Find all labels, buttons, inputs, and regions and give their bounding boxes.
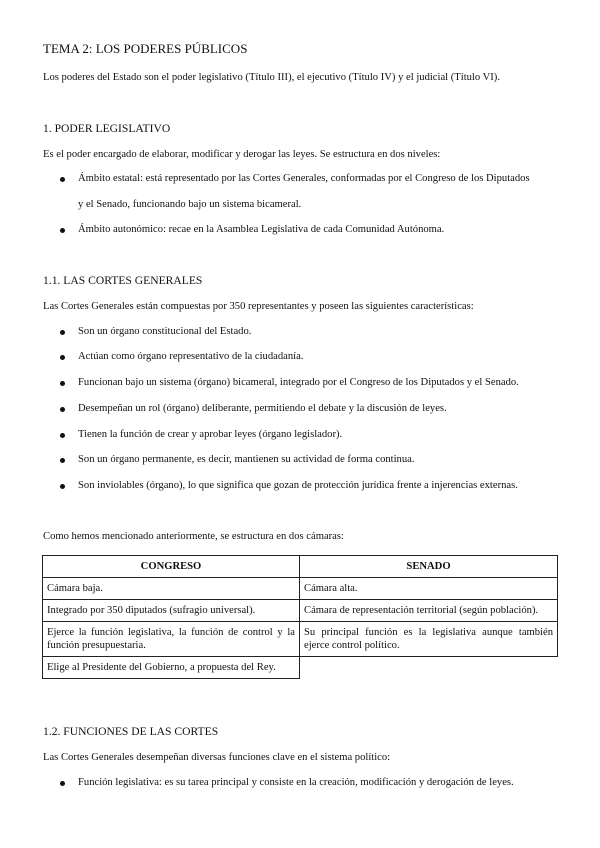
section-heading-cortes: 1.1. LAS CORTES GENERALES xyxy=(43,274,203,287)
bullet-icon xyxy=(60,177,65,182)
bullet-icon xyxy=(60,433,65,438)
bullet-icon xyxy=(60,458,65,463)
list-item: Son un órgano constitucional del Estado. xyxy=(78,326,252,337)
list-item-continuation: y el Senado, funcionando bajo un sistema bicameral. xyxy=(78,199,302,210)
chambers-table xyxy=(42,555,558,679)
table-row xyxy=(43,657,558,679)
table-cell-empty xyxy=(300,657,558,679)
bullet-icon xyxy=(60,781,65,786)
section-heading-funciones: 1.2. FUNCIONES DE LAS CORTES xyxy=(43,725,219,738)
list-item: Son inviolables (órgano), lo que significa que gozan de protección jurídica frente a injerencias externas. xyxy=(78,480,518,491)
table-cell: Cámara baja. xyxy=(43,578,300,600)
table-cell: Cámara de representación territorial (según población). xyxy=(300,600,558,622)
table-row xyxy=(43,622,558,657)
list-item: Son un órgano permanente, es decir, mantienen su actividad de forma continua. xyxy=(78,454,415,465)
section-heading-legislativo: 1. PODER LEGISLATIVO xyxy=(43,122,171,135)
table-cell: Elige al Presidente del Gobierno, a propuesta del Rey. xyxy=(43,657,300,679)
section-paragraph: Es el poder encargado de elaborar, modificar y derogar las leyes. Se estructura en dos niveles: xyxy=(43,149,441,160)
table-intro: Como hemos mencionado anteriormente, se estructura en dos cámaras: xyxy=(43,531,344,542)
table-header-row xyxy=(43,556,558,578)
bullet-icon xyxy=(60,381,65,386)
list-item: Actúan como órgano representativo de la ciudadanía. xyxy=(78,351,304,362)
header-congreso: CONGRESO xyxy=(43,556,300,578)
list-item: Ámbito autonómico: recae en la Asamblea Legislativa de cada Comunidad Autónoma. xyxy=(78,224,445,235)
section-paragraph: Las Cortes Generales están compuestas por 350 representantes y poseen las siguientes características: xyxy=(43,301,474,312)
table-cell: Integrado por 350 diputados (sufragio universal). xyxy=(43,600,300,622)
list-item: Funcionan bajo un sistema (órgano) bicameral, integrado por el Congreso de los Diputados y el Senado. xyxy=(78,377,519,388)
table-cell: Su principal función es la legislativa aunque también ejerce control político. xyxy=(300,622,558,657)
bullet-icon xyxy=(60,355,65,360)
header-senado: SENADO xyxy=(300,556,558,578)
table-cell: Ejerce la función legislativa, la función de control y la función presupuestaria. xyxy=(43,622,300,657)
list-item: Desempeñan un rol (órgano) deliberante, permitiendo el debate y la discusión de leyes. xyxy=(78,403,447,414)
list-item: Tienen la función de crear y aprobar leyes (órgano legislador). xyxy=(78,429,343,440)
bullet-icon xyxy=(60,407,65,412)
bullet-icon xyxy=(60,484,65,489)
bullet-icon xyxy=(60,330,65,335)
intro-paragraph: Los poderes del Estado son el poder legislativo (Título III), el ejecutivo (Título IV) y el judicial (Título VI). xyxy=(43,72,500,83)
list-item: Función legislativa: es su tarea principal y consiste en la creación, modificación y derogación de leyes. xyxy=(78,777,514,788)
page-title: TEMA 2: LOS PODERES PÚBLICOS xyxy=(43,41,248,56)
list-item: Ámbito estatal: está representado por las Cortes Generales, conformadas por el Congreso de los Diputados xyxy=(78,173,530,184)
section-paragraph: Las Cortes Generales desempeñan diversas funciones clave en el sistema político: xyxy=(43,752,391,763)
table-row xyxy=(43,600,558,622)
bullet-icon xyxy=(60,228,65,233)
table-cell: Cámara alta. xyxy=(300,578,558,600)
table-row xyxy=(43,578,558,600)
